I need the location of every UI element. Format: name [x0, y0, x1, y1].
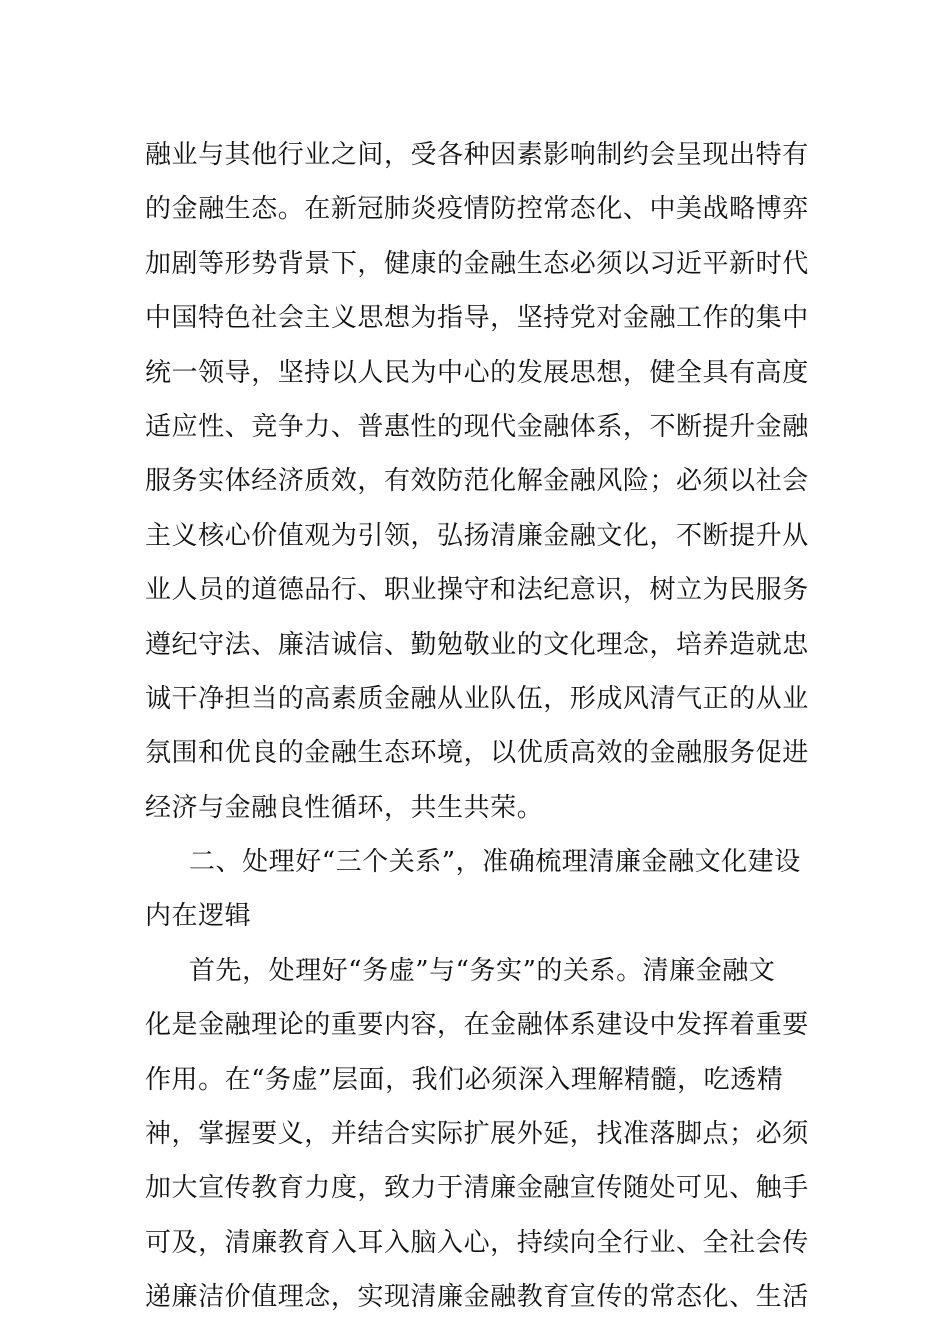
text-line: 服务实体经济质效，有效防范化解金融风险；必须以社会: [145, 466, 809, 497]
paragraph-first-line: 首先，处理好“务虚”与“务实”的关系。清廉金融文: [189, 955, 776, 986]
text-line: 的金融生态。在新冠肺炎疫情防控常态化、中美战略博弈: [145, 194, 809, 225]
text-line: 氛围和优良的金融生态环境，以优质高效的金融服务促进: [145, 738, 809, 769]
text-line: 化是金融理论的重要内容，在金融体系建设中发挥着重要: [145, 1010, 809, 1041]
text-line: 融业与其他行业之间，受各种因素影响制约会呈现出特有: [145, 140, 809, 170]
paragraph-first-line: 二、处理好“三个关系”，准确梳理清廉金融文化建设: [189, 847, 801, 878]
text-line: 加剧等形势背景下，健康的金融生态必须以习近平新时代: [145, 248, 809, 279]
text-line: 神，掌握要义，并结合实际扩展外延，找准落脚点；必须: [145, 1119, 809, 1150]
text-line: 统一领导，坚持以人民为中心的发展思想，健全具有高度: [145, 357, 809, 388]
text-line: 诚干净担当的高素质金融从业队伍，形成风清气正的从业: [145, 683, 809, 714]
text-line: 遵纪守法、廉洁诚信、勤勉敬业的文化理念，培养造就忠: [145, 629, 809, 660]
text-line: 加大宣传教育力度，致力于清廉金融宣传随处可见、触手: [145, 1173, 809, 1204]
body-text: [145, 128, 810, 1325]
text-line: 内在逻辑: [145, 901, 252, 932]
text-line: 中国特色社会主义思想为指导，坚持党对金融工作的集中: [145, 303, 809, 334]
text-line: 可及，清廉教育入耳入脑入心，持续向全行业、全社会传: [145, 1227, 809, 1258]
text-line: 适应性、竞争力、普惠性的现代金融体系，不断提升金融: [145, 411, 809, 442]
text-line: 经济与金融良性循环，共生共荣。: [145, 792, 544, 823]
text-line: 递廉洁价值理念，实现清廉金融教育宣传的常态化、生活: [145, 1282, 809, 1313]
text-line: 业人员的道德品行、职业操守和法纪意识，树立为民服务: [145, 575, 809, 606]
text-line: 作用。在“务虚”层面，我们必须深入理解精髓，吃透精: [145, 1064, 784, 1095]
text-line: 主义核心价值观为引领，弘扬清廉金融文化，不断提升从: [145, 520, 809, 551]
